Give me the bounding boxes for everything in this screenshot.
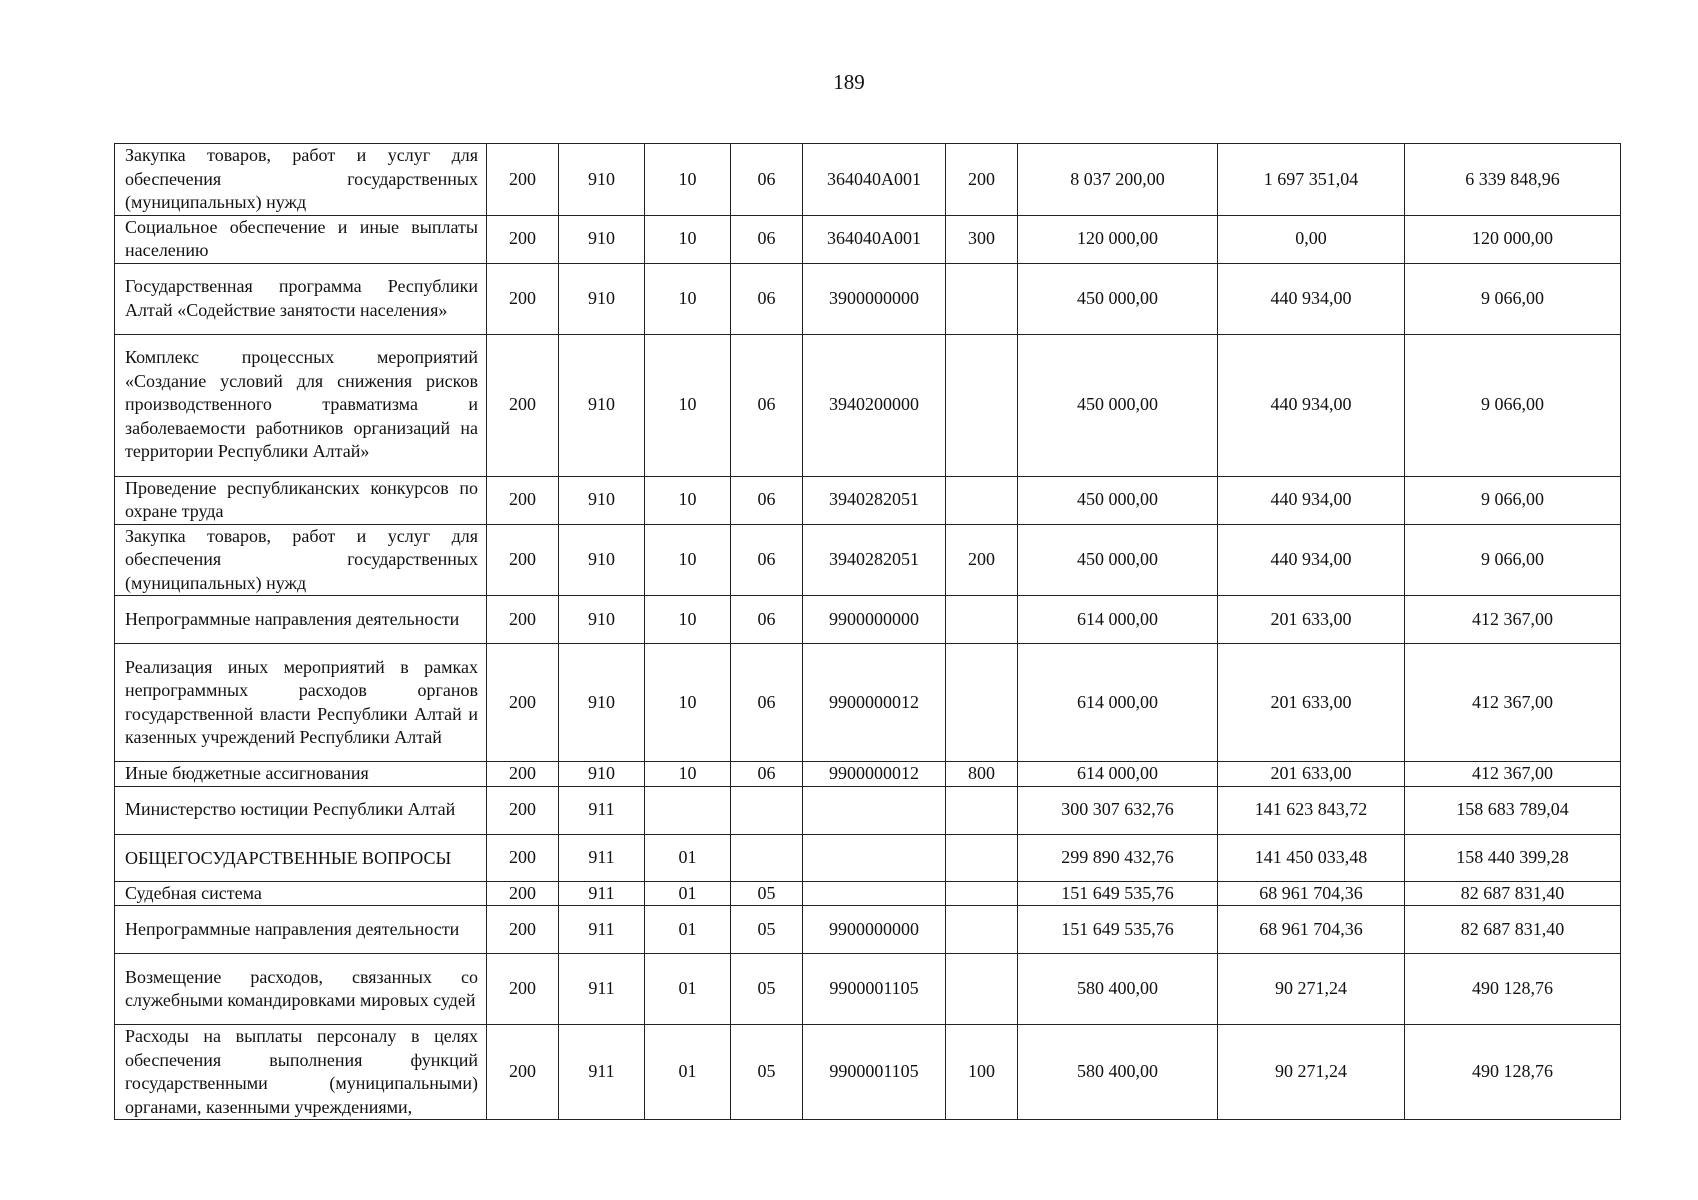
cell-amount-2: 90 271,24 [1218,954,1405,1025]
cell-code: 200 [487,215,559,263]
row-name: Судебная система [115,881,487,906]
cell-ministry: 911 [559,881,645,906]
cell-code: 200 [487,834,559,881]
cell-amount-3: 6 339 848,96 [1405,144,1621,216]
cell-subsection [731,834,803,881]
cell-code: 200 [487,596,559,644]
cell-amount-1: 614 000,00 [1018,644,1218,762]
cell-section: 10 [645,334,731,476]
cell-expense-type [946,334,1018,476]
table-row [115,476,1621,524]
cell-target: 9900000012 [803,762,946,787]
cell-amount-3: 490 128,76 [1405,1025,1621,1120]
cell-subsection: 06 [731,334,803,476]
cell-amount-3: 158 440 399,28 [1405,834,1621,881]
table-row [115,954,1621,1025]
cell-ministry: 910 [559,215,645,263]
cell-ministry: 911 [559,1025,645,1120]
cell-expense-type [946,881,1018,906]
cell-target: 3900000000 [803,263,946,334]
cell-amount-1: 120 000,00 [1018,215,1218,263]
cell-target: 3940282051 [803,476,946,524]
cell-amount-2: 1 697 351,04 [1218,144,1405,216]
cell-expense-type [946,596,1018,644]
budget-table [114,143,1621,1120]
table-row [115,906,1621,954]
cell-target: 9900000000 [803,596,946,644]
cell-target [803,786,946,834]
row-name: Реализация иных мероприятий в рамках непрограммных расходов органов государственной власти Республики Алтай и казенных учреждений Республики Алтай [115,644,487,762]
cell-ministry: 910 [559,762,645,787]
cell-expense-type [946,263,1018,334]
cell-code: 200 [487,476,559,524]
cell-ministry: 911 [559,954,645,1025]
cell-section: 10 [645,263,731,334]
cell-subsection: 05 [731,1025,803,1120]
cell-amount-1: 8 037 200,00 [1018,144,1218,216]
cell-subsection: 05 [731,881,803,906]
cell-section: 10 [645,524,731,596]
cell-amount-3: 158 683 789,04 [1405,786,1621,834]
cell-expense-type [946,954,1018,1025]
cell-expense-type: 200 [946,524,1018,596]
row-name: Проведение республиканских конкурсов по охране труда [115,476,487,524]
cell-section: 10 [645,644,731,762]
cell-section: 01 [645,906,731,954]
cell-amount-3: 412 367,00 [1405,762,1621,787]
cell-expense-type [946,834,1018,881]
cell-subsection: 06 [731,144,803,216]
row-name: Комплекс процессных мероприятий «Создание условий для снижения рисков производственного травматизма и заболеваемости работников организаций на территории Республики Алтай» [115,334,487,476]
cell-amount-3: 490 128,76 [1405,954,1621,1025]
cell-amount-1: 450 000,00 [1018,334,1218,476]
cell-code: 200 [487,334,559,476]
cell-section: 10 [645,596,731,644]
cell-target: 364040А001 [803,144,946,216]
cell-amount-1: 614 000,00 [1018,762,1218,787]
cell-subsection: 06 [731,263,803,334]
cell-section [645,786,731,834]
cell-target: 9900000000 [803,906,946,954]
cell-amount-2: 90 271,24 [1218,1025,1405,1120]
cell-amount-2: 141 450 033,48 [1218,834,1405,881]
cell-section: 10 [645,476,731,524]
cell-amount-1: 580 400,00 [1018,1025,1218,1120]
row-name: ОБЩЕГОСУДАРСТВЕННЫЕ ВОПРОСЫ [115,834,487,881]
cell-expense-type: 100 [946,1025,1018,1120]
cell-target: 3940200000 [803,334,946,476]
cell-subsection: 06 [731,215,803,263]
cell-amount-1: 450 000,00 [1018,476,1218,524]
cell-amount-1: 450 000,00 [1018,263,1218,334]
table-row [115,1025,1621,1120]
cell-ministry: 910 [559,644,645,762]
cell-amount-1: 300 307 632,76 [1018,786,1218,834]
cell-amount-3: 9 066,00 [1405,524,1621,596]
cell-code: 200 [487,524,559,596]
page-number: 189 [833,70,865,94]
cell-ministry: 910 [559,476,645,524]
cell-target [803,881,946,906]
cell-amount-3: 9 066,00 [1405,476,1621,524]
cell-amount-2: 68 961 704,36 [1218,881,1405,906]
cell-section: 01 [645,881,731,906]
cell-ministry: 910 [559,144,645,216]
cell-amount-1: 299 890 432,76 [1018,834,1218,881]
cell-section: 10 [645,215,731,263]
cell-target: 3940282051 [803,524,946,596]
cell-target: 9900000012 [803,644,946,762]
cell-expense-type [946,906,1018,954]
cell-subsection: 05 [731,906,803,954]
cell-amount-1: 151 649 535,76 [1018,881,1218,906]
cell-amount-3: 412 367,00 [1405,596,1621,644]
row-name: Социальное обеспечение и иные выплаты населению [115,215,487,263]
row-name: Расходы на выплаты персоналу в целях обеспечения выполнения функций государственными (муниципальными) органами, казенными учреждениями, [115,1025,487,1120]
cell-expense-type: 300 [946,215,1018,263]
row-name: Непрограммные направления деятельности [115,596,487,644]
cell-amount-3: 82 687 831,40 [1405,906,1621,954]
cell-target: 9900001105 [803,1025,946,1120]
cell-amount-1: 614 000,00 [1018,596,1218,644]
cell-amount-3: 9 066,00 [1405,334,1621,476]
cell-amount-2: 68 961 704,36 [1218,906,1405,954]
cell-amount-2: 201 633,00 [1218,644,1405,762]
cell-ministry: 911 [559,786,645,834]
table-row [115,834,1621,881]
cell-amount-1: 450 000,00 [1018,524,1218,596]
cell-code: 200 [487,644,559,762]
cell-expense-type: 800 [946,762,1018,787]
cell-amount-2: 440 934,00 [1218,476,1405,524]
cell-target: 364040А001 [803,215,946,263]
cell-code: 200 [487,144,559,216]
row-name: Иные бюджетные ассигнования [115,762,487,787]
table-row [115,144,1621,216]
row-name: Закупка товаров, работ и услуг для обеспечения государственных (муниципальных) нужд [115,524,487,596]
cell-subsection: 06 [731,762,803,787]
cell-section: 10 [645,144,731,216]
cell-code: 200 [487,1025,559,1120]
table-row [115,786,1621,834]
cell-section: 10 [645,762,731,787]
cell-ministry: 911 [559,834,645,881]
cell-subsection: 06 [731,476,803,524]
cell-subsection: 05 [731,954,803,1025]
table-row [115,762,1621,787]
cell-amount-2: 0,00 [1218,215,1405,263]
cell-amount-3: 412 367,00 [1405,644,1621,762]
cell-amount-2: 201 633,00 [1218,596,1405,644]
row-name: Возмещение расходов, связанных со служебными командировками мировых судей [115,954,487,1025]
cell-subsection [731,786,803,834]
table-row [115,215,1621,263]
cell-subsection: 06 [731,524,803,596]
cell-amount-3: 82 687 831,40 [1405,881,1621,906]
row-name: Государственная программа Республики Алтай «Содействие занятости населения» [115,263,487,334]
cell-amount-2: 440 934,00 [1218,524,1405,596]
table-row [115,263,1621,334]
cell-target [803,834,946,881]
cell-code: 200 [487,881,559,906]
row-name: Закупка товаров, работ и услуг для обеспечения государственных (муниципальных) нужд [115,144,487,216]
cell-ministry: 910 [559,334,645,476]
cell-code: 200 [487,263,559,334]
cell-ministry: 910 [559,524,645,596]
cell-code: 200 [487,906,559,954]
cell-expense-type: 200 [946,144,1018,216]
cell-expense-type [946,786,1018,834]
cell-amount-2: 440 934,00 [1218,334,1405,476]
cell-ministry: 910 [559,263,645,334]
cell-ministry: 910 [559,596,645,644]
table-row [115,644,1621,762]
cell-amount-2: 141 623 843,72 [1218,786,1405,834]
cell-amount-1: 151 649 535,76 [1018,906,1218,954]
table-row [115,596,1621,644]
cell-code: 200 [487,786,559,834]
cell-section: 01 [645,1025,731,1120]
row-name: Министерство юстиции Республики Алтай [115,786,487,834]
cell-amount-3: 9 066,00 [1405,263,1621,334]
cell-amount-3: 120 000,00 [1405,215,1621,263]
cell-amount-1: 580 400,00 [1018,954,1218,1025]
cell-subsection: 06 [731,596,803,644]
cell-section: 01 [645,834,731,881]
row-name: Непрограммные направления деятельности [115,906,487,954]
cell-subsection: 06 [731,644,803,762]
cell-section: 01 [645,954,731,1025]
table-row [115,334,1621,476]
table-row [115,524,1621,596]
cell-code: 200 [487,954,559,1025]
table-row [115,881,1621,906]
cell-target: 9900001105 [803,954,946,1025]
cell-code: 200 [487,762,559,787]
cell-expense-type [946,476,1018,524]
cell-amount-2: 201 633,00 [1218,762,1405,787]
cell-ministry: 911 [559,906,645,954]
cell-amount-2: 440 934,00 [1218,263,1405,334]
cell-expense-type [946,644,1018,762]
